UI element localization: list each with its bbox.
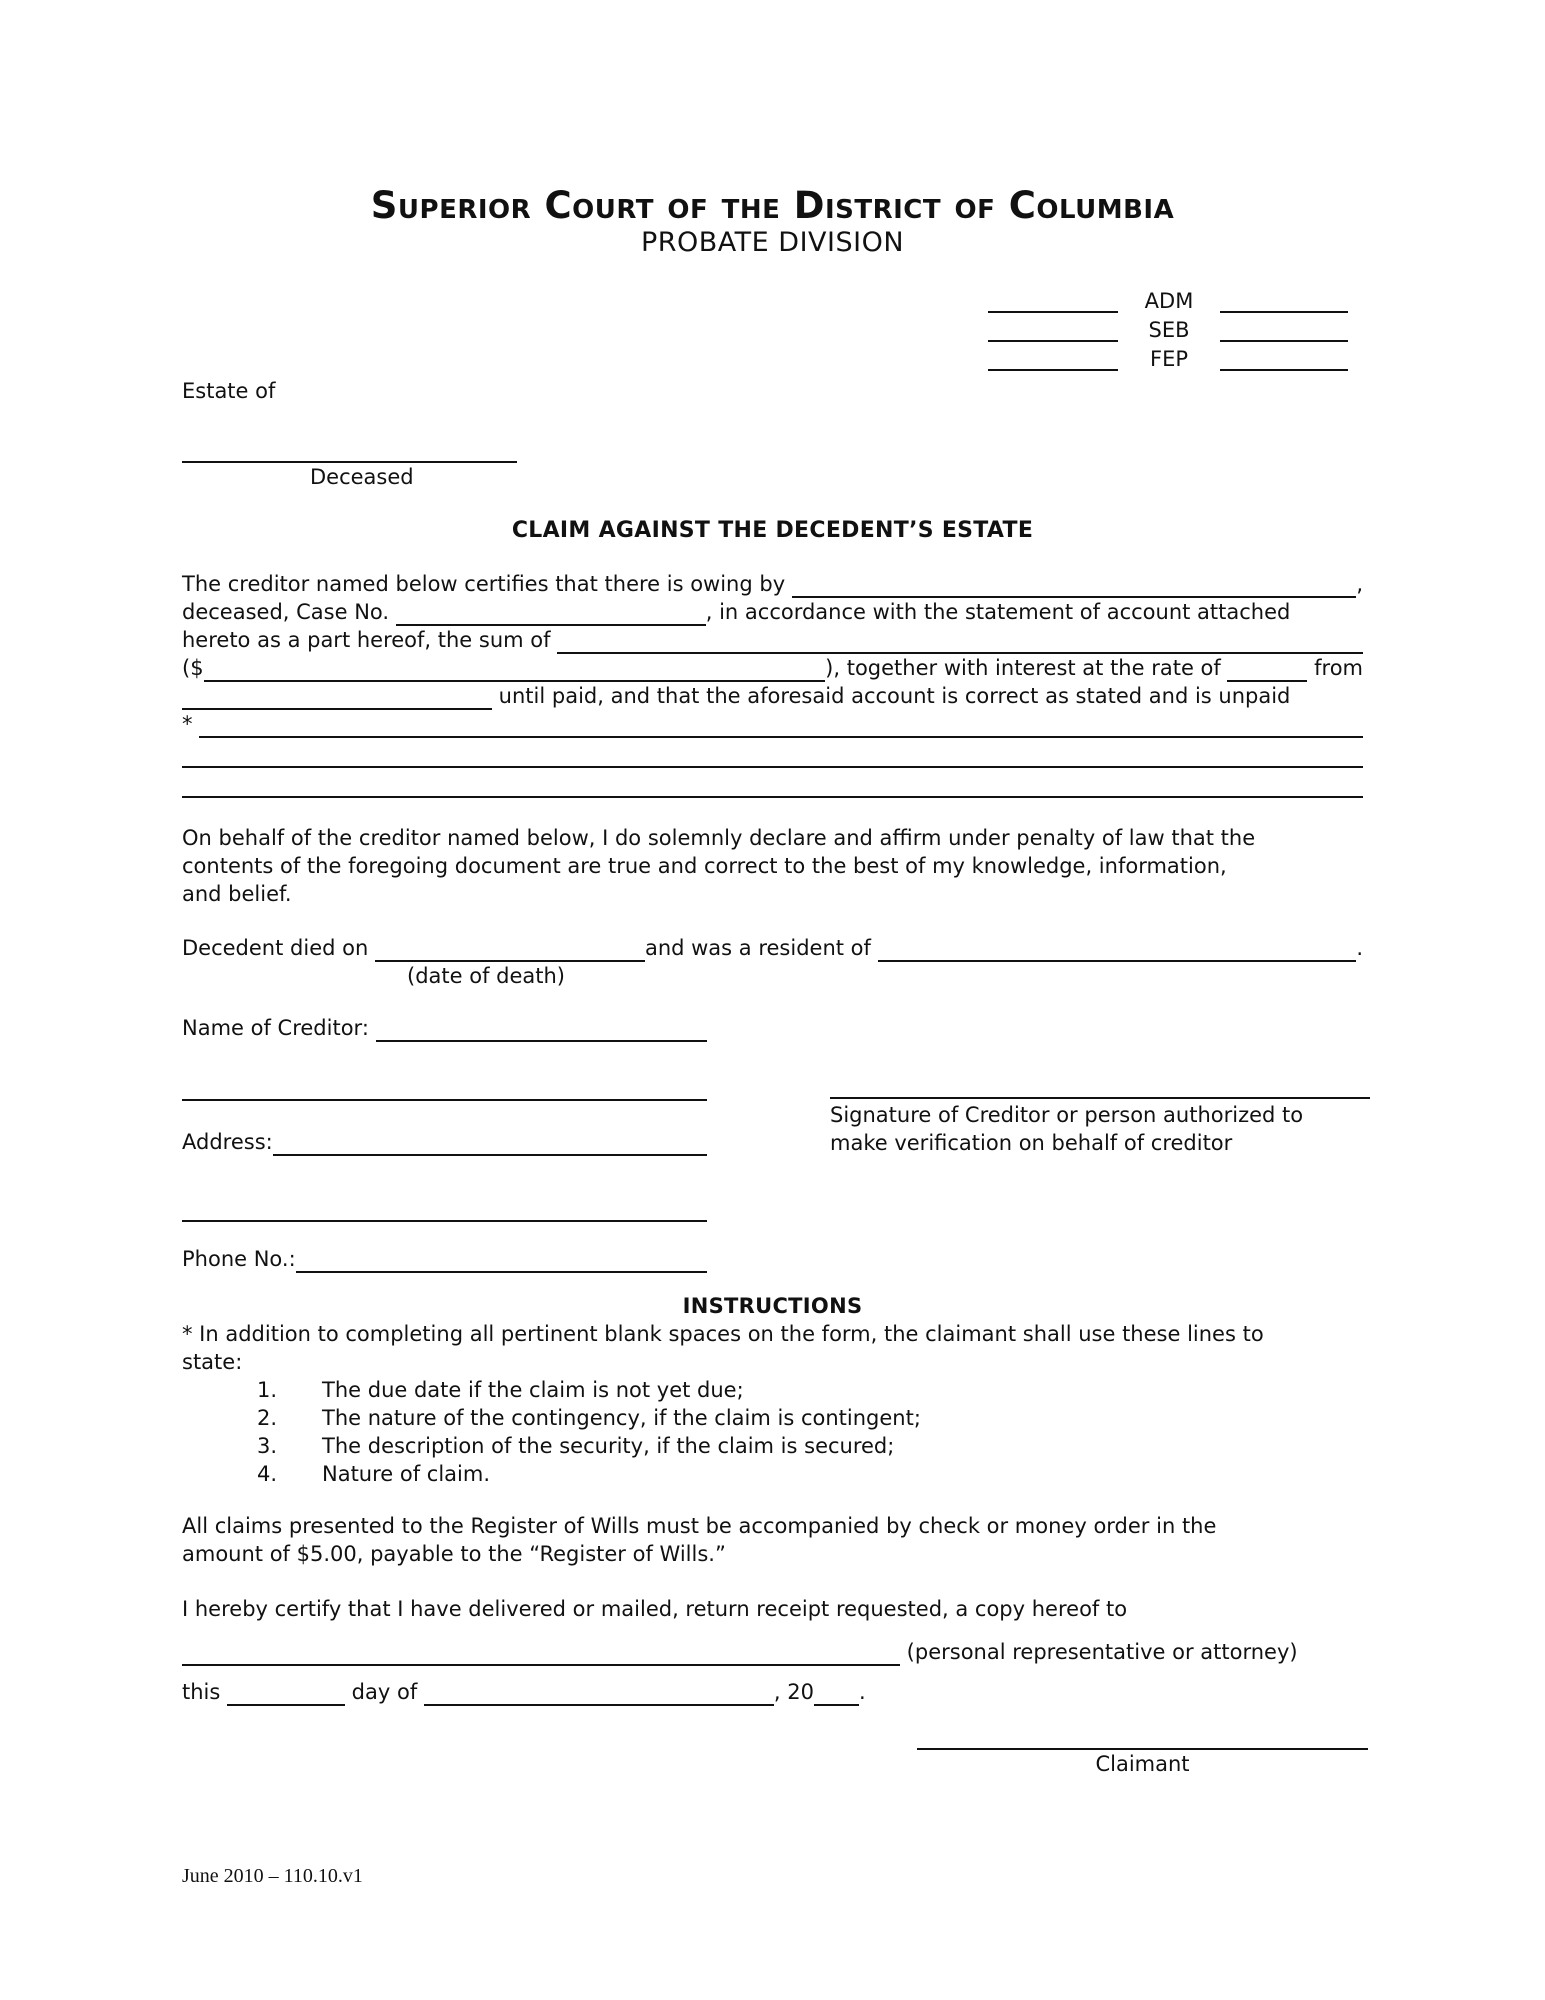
claim-line4-text2: ), together with interest at the rate of bbox=[825, 656, 1228, 680]
fep-left-field[interactable] bbox=[988, 345, 1118, 371]
case-number-row-fep bbox=[988, 342, 1348, 371]
claim-line2-text2: , in accordance with the statement of account attached bbox=[705, 600, 1291, 624]
fee-notice bbox=[182, 1512, 1363, 1568]
instruction-item-1-number: 1. bbox=[257, 1378, 278, 1402]
instruction-item-4-text: Nature of claim. bbox=[322, 1462, 491, 1486]
fee-notice-line-1: All claims presented to the Register of Wills must be accompanied by check or money order in the bbox=[182, 1514, 1217, 1538]
interest-from-date-field[interactable] bbox=[182, 682, 492, 710]
seb-left-field[interactable] bbox=[988, 316, 1118, 342]
sum-amount-field[interactable] bbox=[204, 654, 826, 682]
certification-text: I hereby certify that I have delivered or mailed, return receipt requested, a copy hereof to bbox=[182, 1597, 1128, 1621]
instruction-item-2-number: 2. bbox=[257, 1406, 278, 1430]
instructions-intro-line-1: * In addition to completing all pertinent blank spaces on the form, the claimant shall use these lines to bbox=[182, 1322, 1264, 1346]
adm-label: ADM bbox=[1144, 289, 1194, 313]
resident-of-text: and was a resident of bbox=[644, 936, 878, 960]
creditor-name-field[interactable] bbox=[376, 1014, 707, 1042]
death-date-field[interactable] bbox=[375, 934, 645, 962]
phone-row bbox=[182, 1245, 707, 1273]
fep-label: FEP bbox=[1149, 347, 1188, 371]
adm-left-field[interactable] bbox=[988, 287, 1118, 313]
adm-right-field[interactable] bbox=[1220, 287, 1348, 313]
personal-representative-hint: (personal representative or attorney) bbox=[900, 1640, 1298, 1664]
affirmation-line-2: contents of the foregoing document are true and correct to the best of my knowledge, information, bbox=[182, 854, 1227, 878]
address-label: Address: bbox=[182, 1130, 273, 1154]
claim-line-5 bbox=[182, 682, 1363, 710]
fep-right-field[interactable] bbox=[1220, 345, 1348, 371]
estate-of-label: Estate of bbox=[182, 379, 276, 403]
claimant-signature-field[interactable] bbox=[917, 1706, 1368, 1750]
creditor-name-label: Name of Creditor: bbox=[182, 1016, 376, 1040]
recipient-field[interactable] bbox=[182, 1638, 900, 1666]
instruction-item-2-text: The nature of the contingency, if the claim is contingent; bbox=[322, 1406, 921, 1430]
claimant-label: Claimant bbox=[1095, 1752, 1190, 1776]
date-of-death-hint: (date of death) bbox=[407, 964, 565, 988]
certification-date-row bbox=[182, 1678, 1363, 1706]
division-subtitle: PROBATE DIVISION bbox=[640, 227, 905, 258]
date-day-of-text: day of bbox=[345, 1680, 424, 1704]
case-number-block bbox=[988, 284, 1348, 371]
claim-line-2 bbox=[182, 598, 1363, 626]
decedent-line bbox=[182, 934, 1363, 962]
instructions-intro-line-2: state: bbox=[182, 1350, 243, 1374]
interest-rate-field[interactable] bbox=[1227, 654, 1307, 682]
decedent-died-on-text: Decedent died on bbox=[182, 936, 375, 960]
affirmation-text bbox=[182, 824, 1363, 908]
claim-line5-text: until paid, and that the aforesaid account is correct as stated and is unpaid bbox=[492, 684, 1291, 708]
estate-name-field[interactable] bbox=[182, 405, 517, 463]
address-field[interactable] bbox=[273, 1128, 707, 1156]
affirmation-line-1: On behalf of the creditor named below, I do solemnly declare and affirm under penalty of law that the bbox=[182, 826, 1256, 850]
instructions-heading: INSTRUCTIONS bbox=[682, 1294, 863, 1318]
case-number-row-adm bbox=[988, 284, 1348, 313]
court-title: Superior Court of the District of Columbia bbox=[370, 184, 1175, 227]
phone-field[interactable] bbox=[296, 1245, 707, 1273]
claim-line4-text3: from bbox=[1307, 656, 1363, 680]
claim-paragraph bbox=[182, 570, 1363, 798]
creditor-name-row bbox=[182, 1014, 707, 1042]
form-title: CLAIM AGAINST THE DECEDENT’S ESTATE bbox=[511, 518, 1034, 543]
creditor-signature-block bbox=[182, 1042, 1363, 1273]
deceased-label: Deceased bbox=[310, 465, 414, 489]
creditor-column bbox=[182, 1042, 707, 1273]
claim-line-6 bbox=[182, 710, 1363, 738]
claim-line1-comma: , bbox=[1356, 572, 1363, 596]
sum-in-words-field[interactable] bbox=[557, 626, 1363, 654]
instruction-item-3-text: The description of the security, if the claim is secured; bbox=[322, 1434, 895, 1458]
signature-column bbox=[830, 1042, 1370, 1273]
claim-line3-text: hereto as a part hereof, the sum of bbox=[182, 628, 558, 652]
signature-caption-line-2: make verification on behalf of creditor bbox=[830, 1131, 1233, 1155]
claim-line-1 bbox=[182, 570, 1363, 598]
year-field[interactable] bbox=[814, 1678, 859, 1706]
signature-caption bbox=[830, 1101, 1370, 1157]
affirmation-line-3: and belief. bbox=[182, 882, 292, 906]
instruction-item-3-number: 3. bbox=[257, 1434, 278, 1458]
case-number-row-seb bbox=[988, 313, 1348, 342]
address-line2-field[interactable] bbox=[182, 1156, 707, 1222]
claim-note-field-1[interactable] bbox=[199, 710, 1363, 738]
creditor-signature-field[interactable] bbox=[830, 1042, 1370, 1099]
date-year-prefix: , 20 bbox=[773, 1680, 814, 1704]
instruction-item-4 bbox=[182, 1460, 1363, 1488]
date-period: . bbox=[858, 1680, 866, 1704]
creditor-name-line2-field[interactable] bbox=[182, 1042, 707, 1101]
asterisk-marker: * bbox=[182, 712, 200, 736]
instruction-item-1-text: The due date if the claim is not yet due; bbox=[322, 1378, 744, 1402]
claim-line4-text: ($ bbox=[182, 656, 204, 680]
seb-label: SEB bbox=[1148, 318, 1190, 342]
instruction-item-1 bbox=[182, 1376, 1363, 1404]
case-no-field[interactable] bbox=[396, 598, 706, 626]
claim-note-field-2[interactable] bbox=[182, 738, 1363, 768]
residence-field[interactable] bbox=[878, 934, 1357, 962]
signature-caption-line-1: Signature of Creditor or person authorized to bbox=[830, 1103, 1304, 1127]
decedent-line-period: . bbox=[1356, 936, 1363, 960]
form-version-footer: June 2010 – 110.10.v1 bbox=[182, 1865, 363, 1887]
decedent-section bbox=[182, 934, 1363, 990]
day-field[interactable] bbox=[227, 1678, 345, 1706]
month-field[interactable] bbox=[424, 1678, 774, 1706]
fee-notice-line-2: amount of $5.00, payable to the “Register of Wills.” bbox=[182, 1542, 726, 1566]
claim-line-3 bbox=[182, 626, 1363, 654]
date-this-text: this bbox=[182, 1680, 227, 1704]
recipient-row bbox=[182, 1638, 1363, 1666]
instruction-item-2 bbox=[182, 1404, 1363, 1432]
owing-by-field[interactable] bbox=[792, 570, 1357, 598]
seb-right-field[interactable] bbox=[1220, 316, 1348, 342]
address-row bbox=[182, 1128, 707, 1156]
instruction-item-3 bbox=[182, 1432, 1363, 1460]
instruction-item-4-number: 4. bbox=[257, 1462, 278, 1486]
claim-note-field-3[interactable] bbox=[182, 768, 1363, 798]
claim-line2-text: deceased, Case No. bbox=[182, 600, 396, 624]
claim-line1-text: The creditor named below certifies that there is owing by bbox=[182, 572, 792, 596]
phone-label: Phone No.: bbox=[182, 1247, 296, 1271]
claim-line-4 bbox=[182, 654, 1363, 682]
